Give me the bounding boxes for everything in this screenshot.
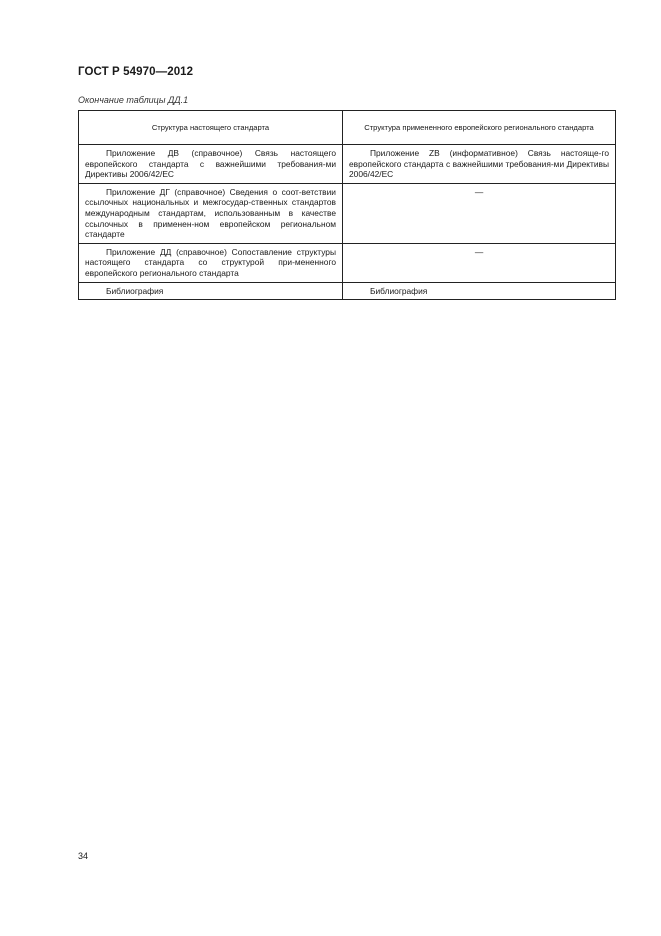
page-number: 34 (78, 851, 89, 861)
table-cell-current: Приложение ДД (справочное) Сопоставление структуры настоящего стандарта со структурой при-мененного европейского регионального стандарта (79, 243, 343, 282)
table-header-row (79, 111, 616, 145)
table-cell-current: Приложение ДГ (справочное) Сведения о соот-ветствии ссылочных национальных и межгосудар-ственных стандартов международным стандартам, использованным в качестве ссылочных в применен-ном европейском региональном стандарте (79, 183, 343, 243)
column-header-current-standard: Структура настоящего стандарта (79, 111, 343, 145)
table-cell-european: — (343, 243, 616, 282)
table-cell-european: Библиография (343, 282, 616, 300)
table-cell-european: Приложение ZB (информативное) Связь настояще-го европейского стандарта с важнейшими требования-ми Директивы 2006/42/ЕС (343, 145, 616, 184)
table-row (79, 282, 616, 300)
table-cell-european: — (343, 183, 616, 243)
column-header-european-standard: Структура примененного европейского регионального стандарта (343, 111, 616, 145)
table-row (79, 183, 616, 243)
table-row (79, 243, 616, 282)
table-cell-current: Приложение ДВ (справочное) Связь настоящего европейского стандарта с важнейшими требования-ми Директивы 2006/42/ЕС (79, 145, 343, 184)
table-caption: Окончание таблицы ДД.1 (78, 95, 189, 105)
table-cell-current: Библиография (79, 282, 343, 300)
document-header-title: ГОСТ Р 54970—2012 (78, 66, 194, 78)
table-row (79, 145, 616, 184)
structure-comparison-table (78, 110, 616, 300)
